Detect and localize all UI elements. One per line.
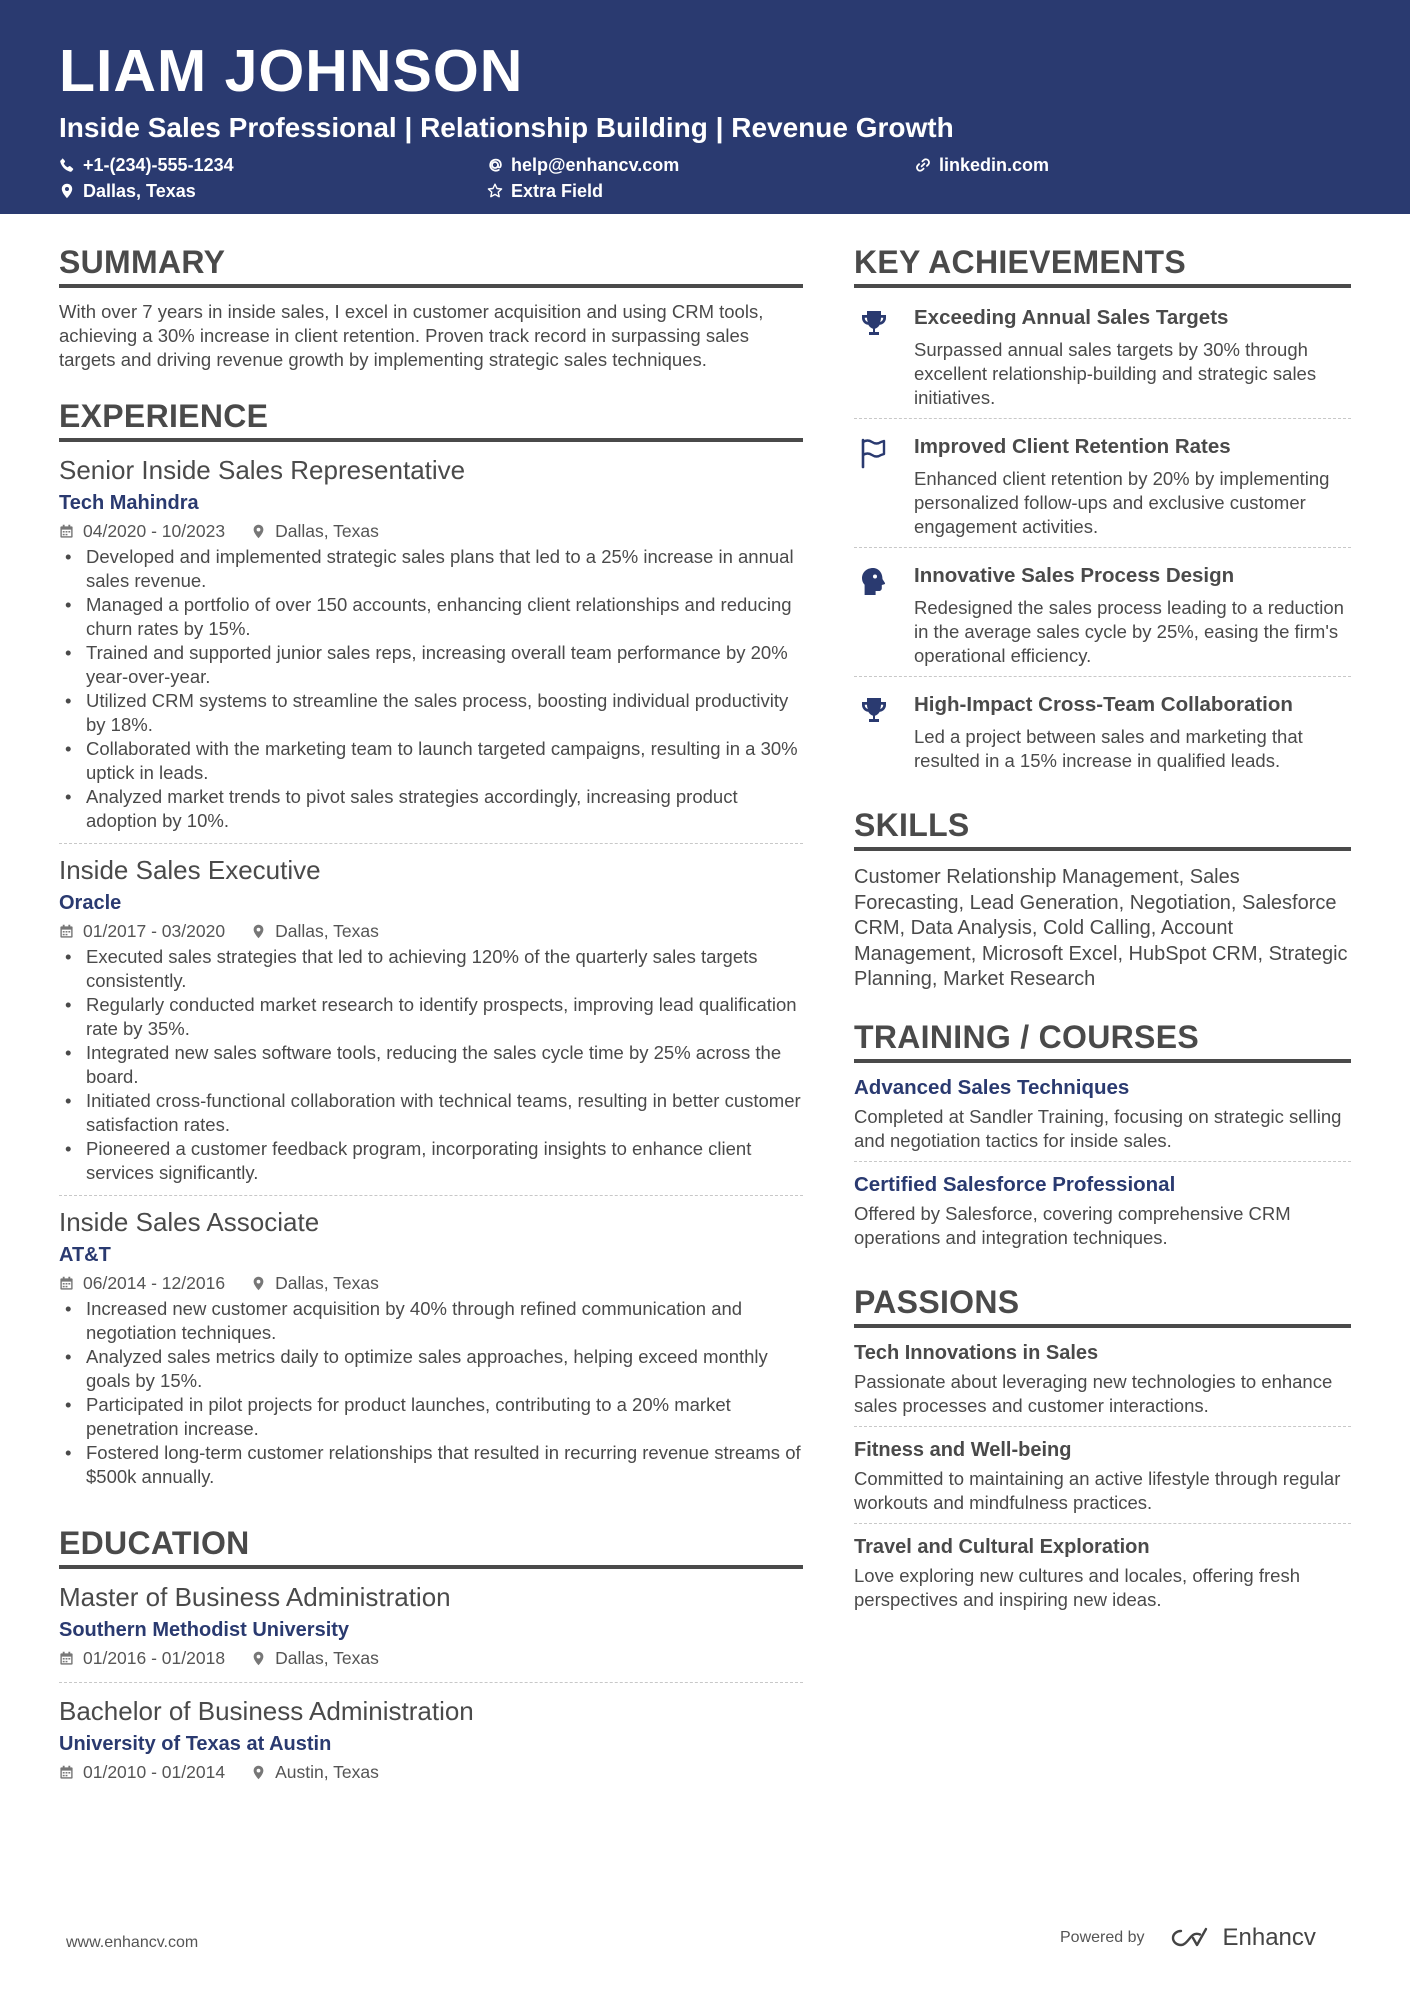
education-dates: 01/2016 - 01/2018 xyxy=(83,1648,226,1668)
education-entry xyxy=(59,1695,803,1796)
education-dates: 01/2010 - 01/2014 xyxy=(83,1762,226,1782)
degree-title: Bachelor of Business Administration xyxy=(59,1696,474,1726)
job-title: Inside Sales Executive xyxy=(59,855,321,885)
job-bullet: • Increased new customer acquisition by 40% through refined communication and negotiation techniques. xyxy=(59,1297,803,1345)
location-pin-icon xyxy=(251,924,266,939)
job-bullet: • Executed sales strategies that led to achieving 120% of the quarterly sales targets consistently. xyxy=(59,945,803,993)
course-title: Advanced Sales Techniques xyxy=(854,1075,1130,1099)
course-title: Certified Salesforce Professional xyxy=(854,1172,1176,1196)
job-bullet: • Fostered long-term customer relationships that resulted in recurring revenue streams of $500k annually. xyxy=(59,1441,803,1489)
passions-section xyxy=(854,1283,1351,1620)
footer-branding xyxy=(1060,1924,1316,1952)
job-bullet: • Initiated cross-functional collaboration with technical teams, resulting in better customer satisfaction rates. xyxy=(59,1089,803,1137)
company-name: AT&T xyxy=(59,1244,111,1266)
job-meta xyxy=(59,520,803,542)
achievement-desc: Surpassed annual sales targets by 30% through excellent relationship-building and strategic sales initiatives. xyxy=(914,339,1317,408)
summary-title: SUMMARY xyxy=(59,246,803,288)
passion-item xyxy=(854,1534,1351,1620)
achievement-item xyxy=(854,687,1351,781)
education-entry xyxy=(59,1581,803,1683)
summary-text: With over 7 years in inside sales, I excel in customer acquisition and using CRM tools, achieving a 30% increase in client retention. Proven track record in surpassing sales targets and driving revenue growth by implementing strategic sales techniques. xyxy=(59,301,764,370)
location-pin-icon xyxy=(251,1651,266,1666)
passion-item xyxy=(854,1340,1351,1427)
job-meta xyxy=(59,1272,803,1294)
passion-item xyxy=(854,1437,1351,1524)
trophy-icon xyxy=(858,308,890,340)
contact-location xyxy=(59,181,487,201)
job-location: Dallas, Texas xyxy=(275,521,379,541)
contact-phone xyxy=(59,155,487,175)
experience-section xyxy=(59,400,803,1499)
training-section xyxy=(854,1018,1351,1258)
passion-desc: Committed to maintaining an active lifestyle through regular workouts and mindfulness practices. xyxy=(854,1467,1341,1513)
enhancv-logo[interactable] xyxy=(1167,1924,1316,1952)
degree-title: Master of Business Administration xyxy=(59,1582,451,1612)
training-title: TRAINING / COURSES xyxy=(854,1021,1351,1063)
job-bullet: • Pioneered a customer feedback program, incorporating insights to enhance client services significantly. xyxy=(59,1137,803,1185)
link-icon xyxy=(915,157,931,173)
job-bullets xyxy=(59,945,803,1185)
calendar-icon xyxy=(59,524,74,539)
job-bullets xyxy=(59,1297,803,1489)
achievement-title: High-Impact Cross-Team Collaboration xyxy=(914,693,1293,716)
experience-entry xyxy=(59,454,803,844)
job-bullet: • Trained and supported junior sales reps, increasing overall team performance by 20% year-over-year. xyxy=(59,641,803,689)
candidate-name: LIAM JOHNSON xyxy=(59,38,524,104)
course-item xyxy=(854,1075,1351,1162)
achievement-title: Innovative Sales Process Design xyxy=(914,564,1235,587)
job-dates: 04/2020 - 10/2023 xyxy=(83,521,226,541)
job-bullet: • Analyzed sales metrics daily to optimize sales approaches, helping exceed monthly goals by 15%. xyxy=(59,1345,803,1393)
job-bullet: • Utilized CRM systems to streamline the sales process, boosting individual productivity by 18%. xyxy=(59,689,803,737)
job-bullet: • Regularly conducted market research to identify prospects, improving lead qualification rate by 35%. xyxy=(59,993,803,1041)
skills-section xyxy=(854,809,1351,993)
education-title: EDUCATION xyxy=(59,1527,803,1569)
experience-entry xyxy=(59,854,803,1196)
job-bullet: • Analyzed market trends to pivot sales strategies accordingly, increasing product adoption by 10%. xyxy=(59,785,803,833)
resume-header xyxy=(0,0,1410,214)
school-name: University of Texas at Austin xyxy=(59,1733,332,1755)
powered-by-text: Powered by xyxy=(1060,1929,1145,1946)
flag-icon xyxy=(858,437,890,469)
achievement-title: Improved Client Retention Rates xyxy=(914,435,1231,458)
location-pin-icon xyxy=(251,1276,266,1291)
achievement-item xyxy=(854,429,1351,548)
left-column xyxy=(59,246,803,1824)
location-pin-icon xyxy=(251,1765,266,1780)
job-bullet: • Participated in pilot projects for product launches, contributing to a 20% market penetration increase. xyxy=(59,1393,803,1441)
skills-title: SKILLS xyxy=(854,809,1351,851)
summary-section xyxy=(59,246,803,372)
education-meta xyxy=(59,1761,803,1783)
star-icon xyxy=(487,183,503,199)
achievements-title: KEY ACHIEVEMENTS xyxy=(854,246,1351,288)
job-bullets xyxy=(59,545,803,833)
passion-desc: Love exploring new cultures and locales, offering fresh perspectives and inspiring new ideas. xyxy=(854,1564,1300,1610)
passion-desc: Passionate about leveraging new technologies to enhance sales processes and customer interactions. xyxy=(854,1370,1333,1416)
company-name: Oracle xyxy=(59,892,122,914)
head-icon xyxy=(858,566,890,598)
education-location: Austin, Texas xyxy=(275,1762,379,1782)
location-pin-icon xyxy=(251,524,266,539)
achievement-desc: Enhanced client retention by 20% by implementing personalized follow-ups and exclusive customer engagement activities. xyxy=(914,468,1330,537)
job-location: Dallas, Texas xyxy=(275,1273,379,1293)
job-dates: 06/2014 - 12/2016 xyxy=(83,1273,226,1293)
achievement-item xyxy=(854,558,1351,677)
location-text: Dallas, Texas xyxy=(83,180,196,201)
achievement-item xyxy=(854,300,1351,419)
job-bullet: • Collaborated with the marketing team to launch targeted campaigns, resulting in a 30% uptick in leads. xyxy=(59,737,803,785)
job-bullet: • Developed and implemented strategic sales plans that led to a 25% increase in annual sales revenue. xyxy=(59,545,803,593)
brand-name: Enhancv xyxy=(1222,1924,1316,1951)
job-bullet: • Integrated new sales software tools, reducing the sales cycle time by 25% across the board. xyxy=(59,1041,803,1089)
job-meta xyxy=(59,920,803,942)
contact-linkedin xyxy=(915,155,1215,175)
enhancv-logo-icon xyxy=(1167,1925,1215,1951)
course-desc: Offered by Salesforce, covering comprehensive CRM operations and integration techniques. xyxy=(854,1202,1291,1248)
calendar-icon xyxy=(59,924,74,939)
job-dates: 01/2017 - 03/2020 xyxy=(83,921,226,941)
contact-extra xyxy=(487,181,915,201)
email-text[interactable]: help@enhancv.com xyxy=(511,154,680,175)
calendar-icon xyxy=(59,1276,74,1291)
company-name: Tech Mahindra xyxy=(59,492,199,514)
calendar-icon xyxy=(59,1765,74,1780)
contact-info xyxy=(59,155,1351,201)
at-sign-icon xyxy=(487,157,503,173)
job-bullet: • Managed a portfolio of over 150 accounts, enhancing client relationships and reducing churn rates by 15%. xyxy=(59,593,803,641)
course-item xyxy=(854,1172,1351,1258)
job-title: Inside Sales Associate xyxy=(59,1207,320,1237)
achievement-title: Exceeding Annual Sales Targets xyxy=(914,306,1229,329)
right-column xyxy=(854,246,1351,1648)
footer-website[interactable]: www.enhancv.com xyxy=(66,1934,199,1951)
linkedin-text[interactable]: linkedin.com xyxy=(939,154,1050,175)
achievement-desc: Led a project between sales and marketing that resulted in a 15% increase in qualified leads. xyxy=(914,726,1303,771)
phone-text[interactable]: +1-(234)-555-1234 xyxy=(83,154,234,175)
job-title: Senior Inside Sales Representative xyxy=(59,455,466,485)
trophy-icon xyxy=(858,695,890,727)
job-location: Dallas, Texas xyxy=(275,921,379,941)
course-desc: Completed at Sandler Training, focusing on strategic selling and negotiation tactics for inside sales. xyxy=(854,1105,1342,1151)
education-section xyxy=(59,1527,803,1796)
achievements-section xyxy=(854,246,1351,781)
location-pin-icon xyxy=(59,183,75,199)
calendar-icon xyxy=(59,1651,74,1666)
passion-title: Tech Innovations in Sales xyxy=(854,1341,1099,1364)
experience-title: EXPERIENCE xyxy=(59,400,803,442)
passion-title: Fitness and Well-being xyxy=(854,1438,1072,1461)
education-meta xyxy=(59,1647,803,1669)
candidate-tagline: Inside Sales Professional | Relationship Building | Revenue Growth xyxy=(59,112,954,143)
phone-icon xyxy=(59,157,75,173)
experience-entry xyxy=(59,1206,803,1499)
school-name: Southern Methodist University xyxy=(59,1619,350,1641)
achievement-desc: Redesigned the sales process leading to a reduction in the average sales cycle by 25%, easing the firm's operational efficiency. xyxy=(914,597,1344,666)
contact-email xyxy=(487,155,915,175)
education-location: Dallas, Texas xyxy=(275,1648,379,1668)
extra-field-text: Extra Field xyxy=(511,180,604,201)
passions-title: PASSIONS xyxy=(854,1286,1351,1328)
passion-title: Travel and Cultural Exploration xyxy=(854,1535,1150,1558)
skills-text: Customer Relationship Management, Sales Forecasting, Lead Generation, Negotiation, Salesforce CRM, Data Analysis, Cold Calling, Account Management, Microsoft Excel, HubSpot CRM, Strategic Planning, Market Research xyxy=(854,866,1348,990)
